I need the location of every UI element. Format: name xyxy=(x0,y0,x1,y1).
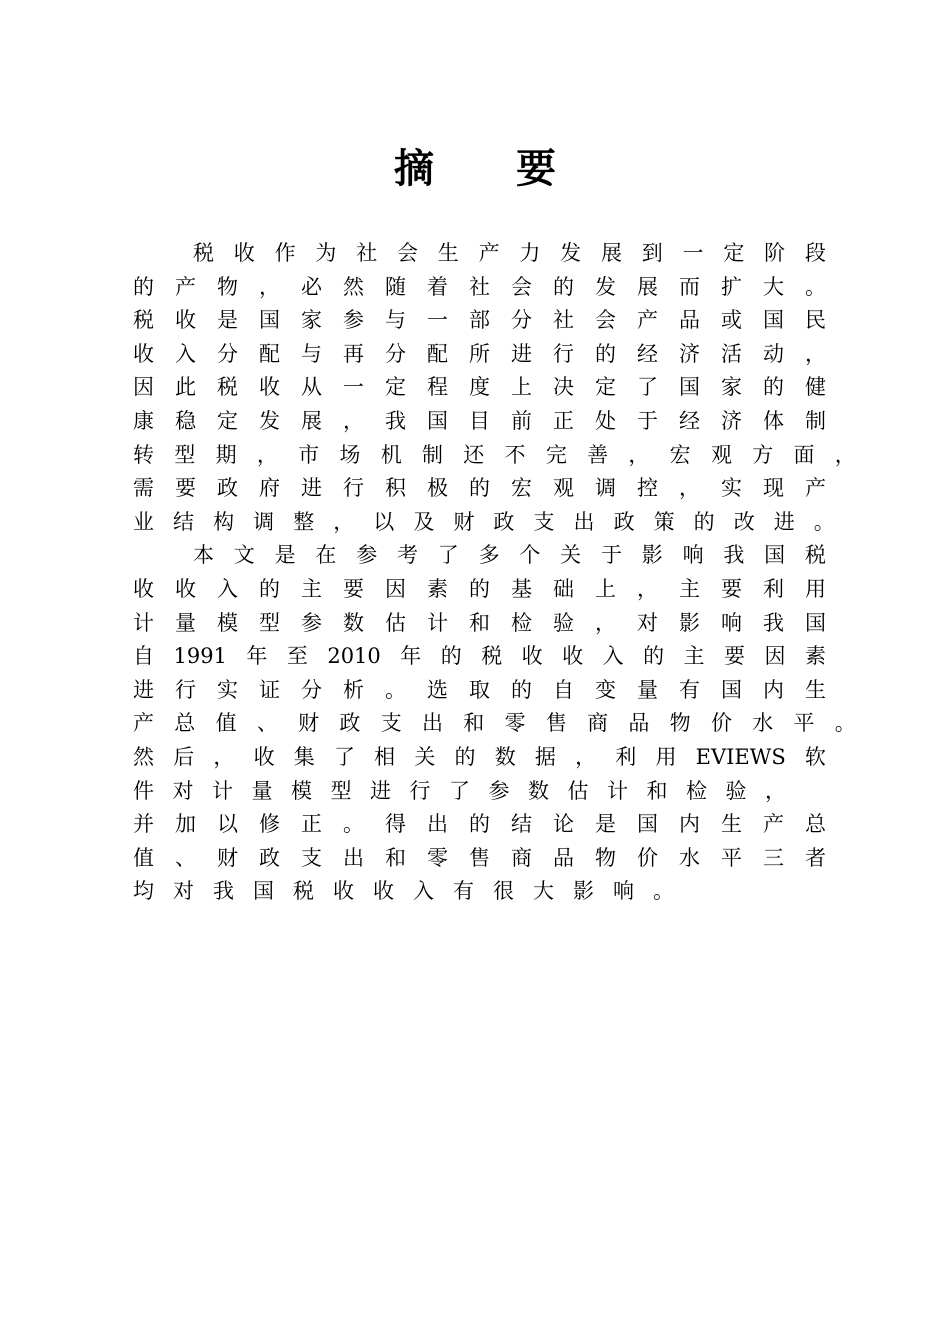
abstract-line: 件 对 计 量 模 型 进 行 了 参 数 估 计 和 检 验 ， xyxy=(133,778,786,803)
abstract-line: 值 、 财 政 支 出 和 零 售 商 品 物 价 水 平 三 者 xyxy=(133,845,826,870)
abstract-line: 收 入 分 配 与 再 分 配 所 进 行 的 经 济 活 动 ， xyxy=(133,341,826,366)
abstract-line: 产 总 值 、 财 政 支 出 和 零 售 商 品 物 价 水 平 。 xyxy=(133,711,856,736)
abstract-title: 摘 要 xyxy=(394,145,590,192)
abstract-line: 并 加 以 修 正 。 得 出 的 结 论 是 国 内 生 产 总 xyxy=(133,812,826,837)
abstract-line: 因 此 税 收 从 一 定 程 度 上 决 定 了 国 家 的 健 xyxy=(133,375,826,400)
abstract-line: 业 结 构 调 整 ， 以 及 财 政 支 出 政 策 的 改 进 。 xyxy=(133,509,835,534)
abstract-line: 康 稳 定 发 展 ， 我 国 目 前 正 处 于 经 济 体 制 xyxy=(133,409,826,433)
abstract-line: 自 1991 年 至 2010 年 的 税 收 收 入 的 主 要 因 素 xyxy=(133,644,826,669)
abstract-line: 需 要 政 府 进 行 积 极 的 宏 观 调 控 ， 实 现 产 xyxy=(133,476,826,501)
abstract-line: 的 产 物 ， 必 然 随 着 社 会 的 发 展 而 扩 大 。 xyxy=(133,274,826,299)
abstract-line: 税 收 是 国 家 参 与 一 部 分 社 会 产 品 或 国 民 xyxy=(133,308,826,333)
abstract-line: 收 收 入 的 主 要 因 素 的 基 础 上 ， 主 要 利 用 xyxy=(133,577,826,601)
abstract-line: 本 文 是 在 参 考 了 多 个 关 于 影 响 我 国 税 xyxy=(193,543,826,568)
abstract-line: 进 行 实 证 分 析 。 选 取 的 自 变 量 有 国 内 生 xyxy=(133,677,826,702)
abstract-line: 转 型 期 ， 市 场 机 制 还 不 完 善 ， 宏 观 方 面 ， xyxy=(133,442,856,467)
abstract-line: 税 收 作 为 社 会 生 产 力 发 展 到 一 定 阶 段 xyxy=(193,241,826,265)
abstract-line: 均 对 我 国 税 收 收 入 有 很 大 影 响 。 xyxy=(133,879,674,904)
abstract-line: 然 后 ， 收 集 了 相 关 的 数 据 ， 利 用 EVIEWS 软 xyxy=(133,745,826,769)
abstract-line: 计 量 模 型 参 数 估 计 和 检 验 ， 对 影 响 我 国 xyxy=(133,610,826,635)
